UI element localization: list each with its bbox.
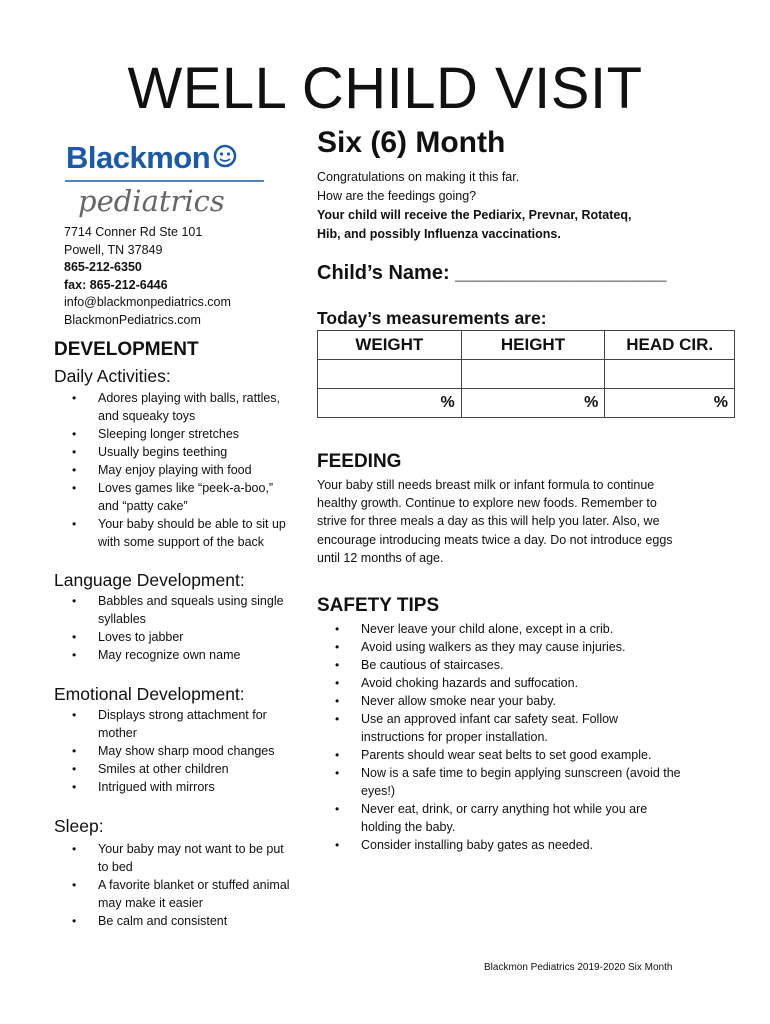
list-item: • Parents should wear seat belts to set good example. [361, 746, 681, 764]
list-item: • May recognize own name [98, 646, 294, 664]
list-item: • Avoid choking hazards and suffocation. [361, 674, 681, 692]
table-percentile-row [318, 389, 735, 418]
list-item: • Smiles at other children [98, 760, 294, 778]
list-item: • Be calm and consistent [98, 912, 294, 930]
sleep-heading: Sleep: [54, 816, 104, 836]
logo-wordmark: Blackmon [66, 140, 211, 175]
col-weight: WEIGHT [318, 331, 462, 360]
feeding-text: Your baby still needs breast milk or infant formula to continue healthy growth. Continue to explore new foods. Remember to strive for three meals a day as this will help you later. Also, we encourage introducing meats twice a day. Do not introduce eggs until 12 months of age. [317, 478, 673, 565]
safety-tips-list [361, 620, 681, 854]
email-address: info@blackmonpediatrics.com [64, 295, 231, 309]
list-item: • Loves to jabber [98, 628, 294, 646]
child-name-field: Child’s Name: ___________________ [317, 262, 667, 284]
logo-subtitle: pediatrics [78, 184, 225, 218]
weight-percentile-cell: % [318, 389, 462, 418]
contact-block [64, 224, 231, 329]
safety-tips-heading: SAFETY TIPS [317, 595, 440, 616]
weight-value-cell [318, 360, 462, 389]
list-item: • Usually begins teething [98, 443, 294, 461]
page-footer: Blackmon Pediatrics 2019-2020 Six Month [484, 962, 673, 973]
visit-heading: Six (6) Month [317, 126, 506, 159]
height-value-cell [461, 360, 605, 389]
feeding-heading: FEEDING [317, 451, 402, 472]
col-head-circumference: HEAD CIR. [605, 331, 735, 360]
emotional-development-list [98, 706, 294, 796]
blackmon-pediatrics-logo [62, 138, 267, 218]
list-item: • Avoid using walkers as they may cause injuries. [361, 638, 681, 656]
list-item: • May show sharp mood changes [98, 742, 294, 760]
measurements-table [317, 330, 735, 418]
list-item: • Displays strong attachment for mother [98, 706, 294, 742]
page-title: WELL CHILD VISIT [127, 56, 643, 121]
head-percentile-cell: % [605, 389, 735, 418]
measurements-heading: Today’s measurements are: [317, 308, 547, 328]
head-value-cell [605, 360, 735, 389]
list-item: • Your baby may not want to be put to bed [98, 840, 294, 876]
list-item: • Now is a safe time to begin applying sunscreen (avoid the eyes!) [361, 764, 681, 800]
language-development-heading: Language Development: [54, 570, 245, 590]
list-item: • Loves games like “peek-a-boo,” and “patty cake” [98, 479, 294, 515]
col-height: HEIGHT [461, 331, 605, 360]
phone-number: 865-212-6350 [64, 260, 142, 274]
list-item: • Babbles and squeals using single syllables [98, 592, 294, 628]
logo-face-icon [215, 146, 235, 166]
table-value-row [318, 360, 735, 389]
list-item: • Never eat, drink, or carry anything hot while you are holding the baby. [361, 800, 681, 836]
list-item: • Never allow smoke near your baby. [361, 692, 681, 710]
daily-activities-heading: Daily Activities: [54, 366, 171, 386]
list-item: • A favorite blanket or stuffed animal may make it easier [98, 876, 294, 912]
list-item: • Intrigued with mirrors [98, 778, 294, 796]
vaccination-line-1: Your child will receive the Pediarix, Prevnar, Rotateq, [317, 208, 632, 222]
list-item: • Your baby should be able to sit up with some support of the back [98, 515, 294, 551]
language-development-list [98, 592, 294, 664]
list-item: • Be cautious of staircases. [361, 656, 681, 674]
development-heading: DEVELOPMENT [54, 339, 199, 360]
intro-line-2: How are the feedings going? [317, 189, 477, 203]
website: BlackmonPediatrics.com [64, 312, 201, 327]
table-header-row [318, 331, 735, 360]
list-item: • Use an approved infant car safety seat. Follow instructions for proper installation. [361, 710, 681, 746]
emotional-development-heading: Emotional Development: [54, 684, 245, 704]
list-item: • May enjoy playing with food [98, 461, 294, 479]
intro-line-1: Congratulations on making it this far. [317, 170, 520, 184]
visit-intro [317, 168, 631, 244]
vaccination-line-2: Hib, and possibly Influenza vaccinations. [317, 227, 561, 241]
address-city: Powell, TN 37849 [64, 242, 163, 257]
daily-activities-list [98, 389, 294, 551]
height-percentile-cell: % [461, 389, 605, 418]
address-street: 7714 Conner Rd Ste 101 [64, 225, 203, 239]
fax-number: fax: 865-212-6446 [64, 277, 168, 292]
list-item: • Never leave your child alone, except in a crib. [361, 620, 681, 638]
list-item: • Adores playing with balls, rattles, and squeaky toys [98, 389, 294, 425]
sleep-list [98, 840, 294, 930]
list-item: • Consider installing baby gates as needed. [361, 836, 681, 854]
list-item: • Sleeping longer stretches [98, 425, 294, 443]
